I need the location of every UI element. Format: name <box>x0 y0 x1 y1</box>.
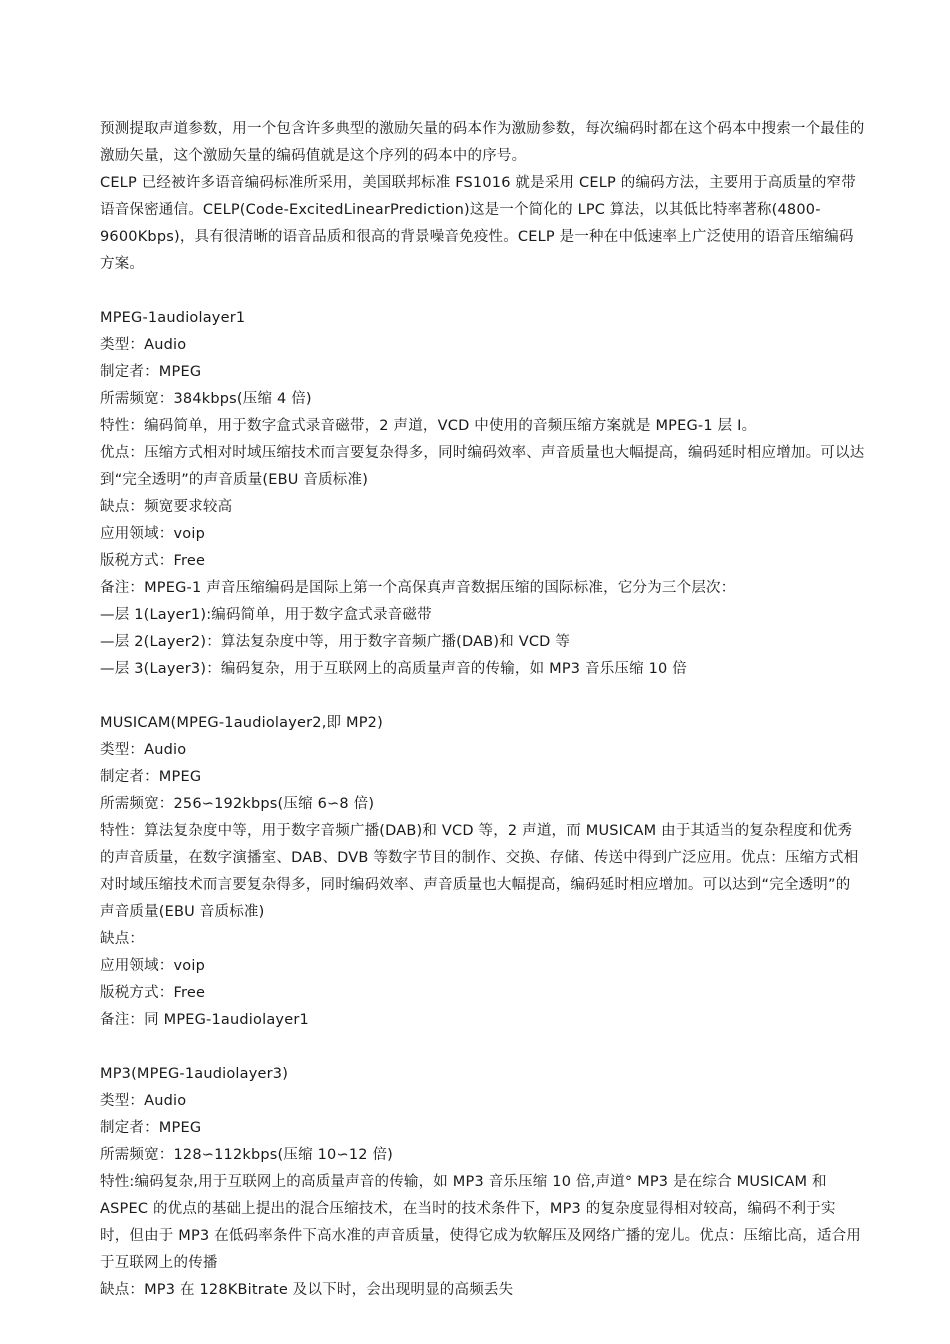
field-maker: 制定者：MPEG <box>100 769 202 785</box>
section-musicam <box>100 710 865 1034</box>
section-mpeg1-layer1 <box>100 305 865 683</box>
field-disadvantages: 缺点：频宽要求较高 <box>100 499 233 515</box>
field-disadvantages: 缺点： <box>100 931 145 947</box>
section-gap <box>100 278 865 305</box>
field-application: 应用领域：voip <box>100 526 205 542</box>
field-bandwidth: 所需频宽：256∽192kbps(压缩 6∽8 倍) <box>100 796 375 812</box>
field-royalty: 版税方式：Free <box>100 985 206 1001</box>
note-layer2: —层 2(Layer2)：算法复杂度中等，用于数字音频广播(DAB)和 VCD 等 <box>100 634 571 650</box>
field-disadvantages: 缺点：MP3 在 128KBitrate 及以下时，会出现明显的高频丢失 <box>100 1282 514 1298</box>
field-notes: 备注：MPEG-1 声音压缩编码是国际上第一个高保真声音数据压缩的国际标准，它分为三个层次： <box>100 580 736 596</box>
field-advantages: 优点：压缩方式相对时域压缩技术而言要复杂得多，同时编码效率、声音质量也大幅提高，编码延时相应增加。可以达到“完全透明”的声音质量(EBU 音质标准) <box>100 445 865 488</box>
document-page <box>100 116 865 1304</box>
field-application: 应用领域：voip <box>100 958 205 974</box>
intro-paragraph-2: CELP 已经被许多语音编码标准所采用，美国联邦标准 FS1016 就是采用 CELP 的编码方法，主要用于高质量的窄带语音保密通信。CELP(Code-ExcitedLinearPrediction)这是一个简化的 LPC 算法，以其低比特率著称(4800-9600Kbps)，具有很清晰的语音品质和很高的背景噪音免疫性。CELP 是一种在中低速率上广泛使用的语音压缩编码方案。 <box>100 175 856 272</box>
field-bandwidth: 所需频宽：384kbps(压缩 4 倍) <box>100 391 312 407</box>
field-type: 类型：Audio <box>100 1093 187 1109</box>
field-maker: 制定者：MPEG <box>100 364 202 380</box>
section-gap <box>100 683 865 710</box>
field-type: 类型：Audio <box>100 742 187 758</box>
section-title: MP3(MPEG-1audiolayer3) <box>100 1066 289 1082</box>
section-title: MPEG-1audiolayer1 <box>100 310 246 326</box>
field-features: 特性:编码复杂,用于互联网上的高质量声音的传输，如 MP3 音乐压缩 10 倍,声道° MP3 是在综合 MUSICAM 和 ASPEC 的优点的基础上提出的混合压缩技术，在当时的技术条件下，MP3 的复杂度显得相对较高，编码不利于实时，但由于 MP3 在低码率条件下高水准的声音质量，使得它成为软解压及网络广播的宠儿。优点：压缩比高，适合用于互联网上的传播 <box>100 1174 861 1271</box>
section-gap <box>100 1034 865 1061</box>
note-layer3: —层 3(Layer3)：编码复杂，用于互联网上的高质量声音的传输，如 MP3 音乐压缩 10 倍 <box>100 661 687 677</box>
note-layer1: —层 1(Layer1):编码简单，用于数字盒式录音磁带 <box>100 607 432 623</box>
intro-paragraph-1: 预测提取声道参数，用一个包含许多典型的激励矢量的码本作为激励参数，每次编码时都在这个码本中搜索一个最佳的激励矢量，这个激励矢量的编码值就是这个序列的码本中的序号。 <box>100 121 865 164</box>
section-mp3 <box>100 1061 865 1304</box>
field-notes: 备注：同 MPEG-1audiolayer1 <box>100 1012 309 1028</box>
field-features: 特性：编码简单，用于数字盒式录音磁带，2 声道，VCD 中使用的音频压缩方案就是 MPEG-1 层 I。 <box>100 418 757 434</box>
field-maker: 制定者：MPEG <box>100 1120 202 1136</box>
field-royalty: 版税方式：Free <box>100 553 206 569</box>
field-bandwidth: 所需频宽：128∽112kbps(压缩 10∽12 倍) <box>100 1147 394 1163</box>
field-type: 类型：Audio <box>100 337 187 353</box>
section-title: MUSICAM(MPEG-1audiolayer2,即 MP2) <box>100 715 383 731</box>
field-features: 特性：算法复杂度中等，用于数字音频广播(DAB)和 VCD 等，2 声道，而 MUSICAM 由于其适当的复杂程度和优秀的声音质量，在数字演播室、DAB、DVB 等数字节目的制作、交换、存储、传送中得到广泛应用。优点：压缩方式相对时域压缩技术而言要复杂得多，同时编码效率、声音质量也大幅提高，编码延时相应增加。可以达到“完全透明”的声音质量(EBU 音质标准) <box>100 823 859 920</box>
